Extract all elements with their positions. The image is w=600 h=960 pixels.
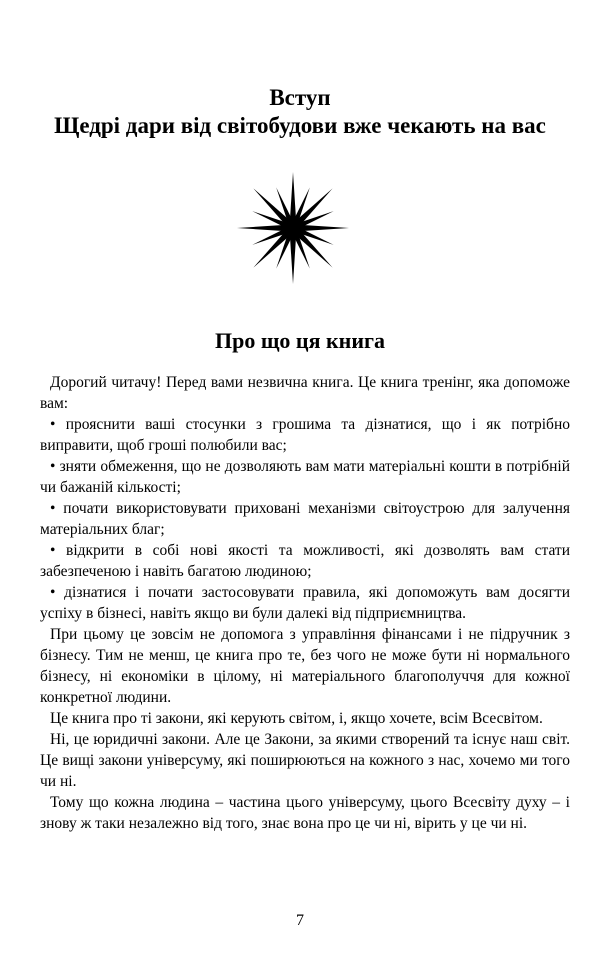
page-number: 7 xyxy=(296,912,304,929)
bullet-item: • зняти обмеження, що не дозволяють вам мати матеріальні кошти в потрібній чи бажаній кількості; xyxy=(40,458,570,496)
sunburst-ray xyxy=(237,225,287,231)
bullet-item: • відкрити в собі нові якості та можливості, які дозволять вам стати забезпеченою і навіть багатою людиною; xyxy=(40,542,570,580)
paragraph: Це книга про ті закони, які керують світом, і, якщо хочете, всім Всесвітом. xyxy=(50,710,543,727)
body-text xyxy=(40,372,570,834)
paragraph: Ні, це юридичні закони. Але це Закони, за якими створений та існує наш світ. Це вищі закони універсуму, які поширюються на кожного з нас, хочемо ми того чи ні. xyxy=(40,731,570,790)
sunburst-ornament-icon xyxy=(235,170,351,286)
bullet-item: • прояснити ваші стосунки з грошима та дізнатися, що і як потрібно виправити, щоб гроші полюбили вас; xyxy=(40,416,570,454)
intro-paragraph: Дорогий читачу! Перед вами незвична книга. Це книга тренінг, яка допоможе вам: xyxy=(40,374,570,412)
bullet-item: • дізнатися і почати застосовувати правила, які допоможуть вам досягти успіху в бізнесі, навіть якщо ви були далекі від підприємництва. xyxy=(40,584,570,622)
sunburst-ray xyxy=(290,234,296,284)
paragraph: При цьому це зовсім не допомога з управління фінансами і не підручник з бізнесу. Тим не менш, це книга про те, без чого не може бути ні нормального бізнесу, ні економіки в цілому, ні матеріального благополуччя для кожної конкретної людини. xyxy=(40,626,570,706)
bullet-item: • почати використовувати приховані механізми світоустрою для залучення матеріальних благ; xyxy=(40,500,570,538)
paragraph: Тому що кожна людина – частина цього універсуму, цього Всесвіту духу – і знову ж таки незалежно від того, знає вона про це чи ні, вірить у це чи ні. xyxy=(40,794,570,832)
sunburst-ray xyxy=(299,225,349,231)
chapter-title: Вступ xyxy=(269,85,331,110)
sunburst-ray xyxy=(290,172,296,222)
section-title: Про що ця книга xyxy=(214,328,386,353)
chapter-subtitle: Щедрі дари від світобудови вже чекають на вас xyxy=(54,113,546,138)
